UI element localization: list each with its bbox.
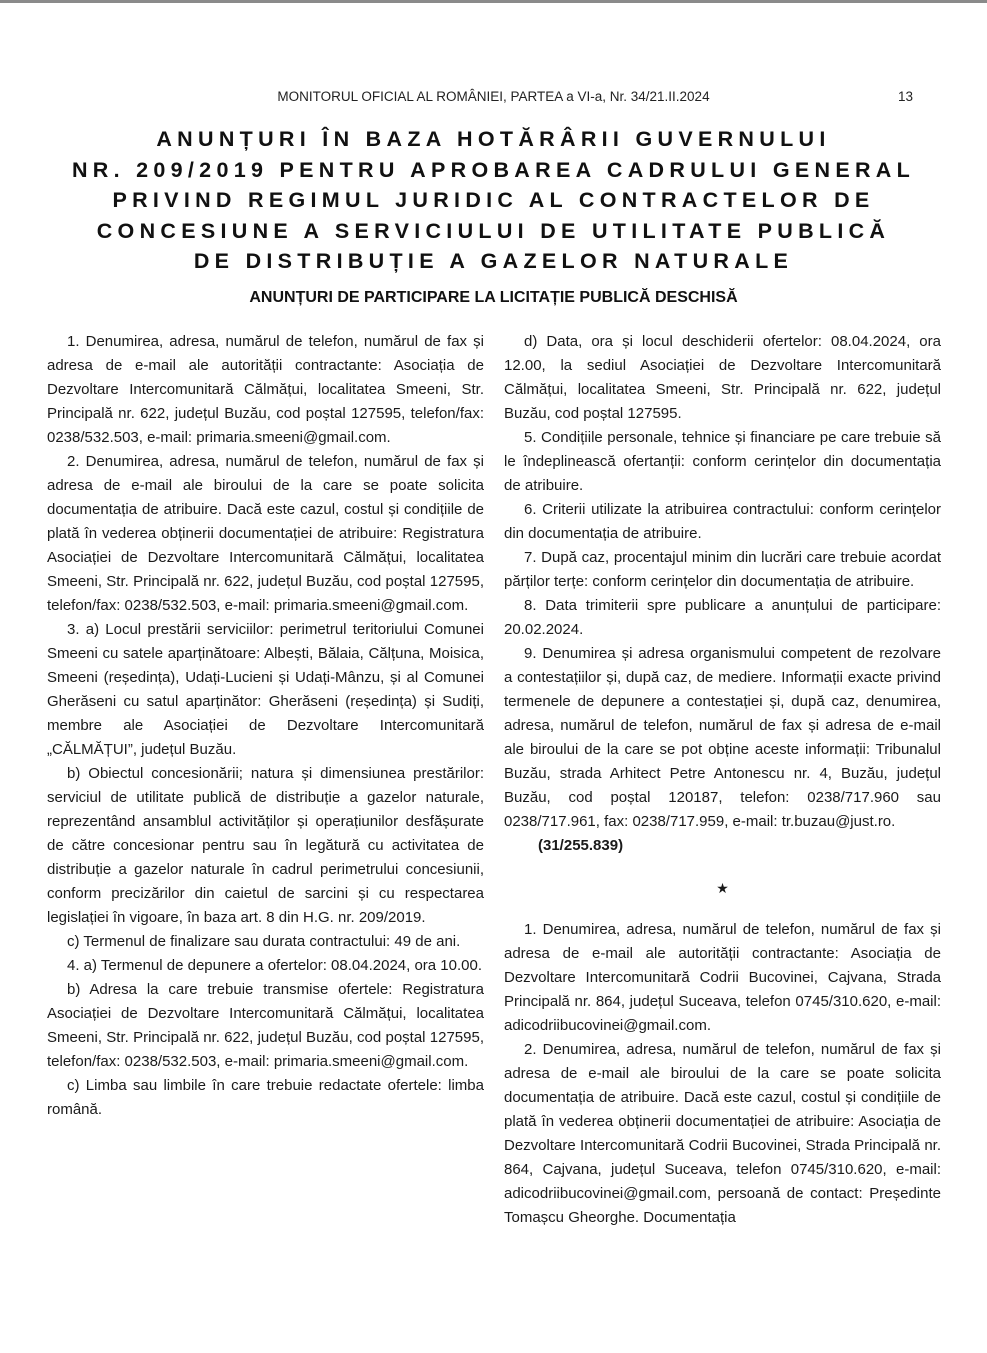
- paragraph: 5. Condițiile personale, tehnice și financiare pe care trebuie să le îndeplinească ofertanții: conform cerințelor din documentația de atribuire.: [504, 429, 941, 494]
- paragraph: 4. a) Termenul de depunere a ofertelor: 08.04.2024, ora 10.00.: [67, 957, 483, 974]
- paragraph: c) Termenul de finalizare sau durata contractului: 49 de ani.: [67, 933, 461, 950]
- paragraph: b) Obiectul concesionării; natura și dimensiunea prestărilor: serviciul de utilitate publică de distribuție a gazelor naturale, reprezentând ansamblul activităților și operațiunilor desfășurate de către concesionar pentru sau în legătură cu activitatea de distribuție a gazelor naturale în cadrul perimetrului concesiunii, conform precizărilor din caietul de sarcini și cu respectarea legislației în vigoare, în baza art. 8 din H.G. nr. 209/2019.: [47, 765, 484, 926]
- star-separator-icon: ★: [716, 880, 729, 896]
- publication-title: MONITORUL OFICIAL AL ROMÂNIEI, PARTEA a VI-a, Nr. 34/21.II.2024: [277, 89, 710, 104]
- paragraph: 1. Denumirea, adresa, numărul de telefon, numărul de fax și adresa de e-mail ale autorității contractante: Asociația de Dezvoltare Intercomunitară Călmățui, localitatea Smeeni, Str. Principală nr. 622, județul Buzău, cod poștal 127595, telefon/fax: 0238/532.503, e-mail: primaria.smeeni@gmail.com.: [47, 333, 484, 446]
- paragraph: 8. Data trimiterii spre publicare a anunțului de participare: 20.02.2024.: [504, 597, 941, 638]
- paragraph: 2. Denumirea, adresa, numărul de telefon, numărul de fax și adresa de e-mail ale biroului de la care se poate solicita documentația de atribuire. Dacă este cazul, costul și condițiile de plată în vederea obținerii documentației de atribuire: Asociația de Dezvoltare Intercomunitară Codrii Bucovinei, Strada Principală nr. 864, Cajvana, județul Suceava, telefon 0745/310.620, e-mail: adicodriibucovinei@gmail.com, persoană de contact: Președinte Tomașcu Gheorghe. Documentația: [504, 1041, 941, 1226]
- section-title-line: ANUNȚURI ÎN BAZA HOTĂRÂRII GUVERNULUI: [156, 127, 831, 151]
- section-title-line: PRIVIND REGIMUL JURIDIC AL CONTRACTELOR DE: [112, 188, 875, 212]
- section-title-line: CONCESIUNE A SERVICIULUI DE UTILITATE PUBLICĂ: [96, 218, 891, 243]
- paragraph: 6. Criterii utilizate la atribuirea contractului: conform cerințelor din documentația de atribuire.: [504, 501, 941, 542]
- paragraph: 3. a) Locul prestării serviciilor: perimetrul teritoriului Comunei Smeeni cu satele aparținătoare: Albești, Bălaia, Călțuna, Moisica, Smeeni (reședința), Udați-Lucieni și Udați-Mânzu, și al Comunei Gherăseni cu satul aparținător: Gherăseni (reședința) și Sudiți, membre ale Asociației de Dezvoltare Intercomunitară „CĂLMĂȚUI”, județul Buzău.: [47, 621, 484, 758]
- page-number: 13: [898, 89, 914, 104]
- paragraph: b) Adresa la care trebuie transmise ofertele: Registratura Asociației de Dezvoltare Intercomunitară Călmățui, localitatea Smeeni, Str. Principală nr. 622, județul Buzău, cod poștal 127595, telefon/fax: 0238/532.503, e-mail: primaria.smeeni@gmail.com.: [47, 981, 484, 1070]
- paragraph: d) Data, ora și locul deschiderii ofertelor: 08.04.2024, ora 12.00, la sediul Asociației de Dezvoltare Intercomunitară Călmățui, localitatea Smeeni, Str. Principală nr. 622, județul Buzău, cod poștal 127595.: [504, 333, 941, 422]
- section-title: [30, 124, 957, 277]
- left-column: [47, 330, 484, 1122]
- subsection-title: ANUNȚURI DE PARTICIPARE LA LICITAȚIE PUBLICĂ DESCHISĂ: [249, 289, 738, 306]
- paragraph: 2. Denumirea, adresa, numărul de telefon, numărul de fax și adresa de e-mail ale biroului de la care se poate solicita documentația de atribuire. Dacă este cazul, costul și condițiile de plată în vederea obținerii documentației de atribuire: Registratura Asociației de Dezvoltare Intercomunitară Călmățui, localitatea Smeeni, Str. Principală nr. 622, județul Buzău, cod poștal 127595, telefon/fax: 0238/532.503, e-mail: primaria.smeeni@gmail.com.: [47, 453, 484, 614]
- section-title-line: NR. 209/2019 PENTRU APROBAREA CADRULUI GENERAL: [71, 157, 916, 182]
- top-border: [0, 0, 987, 3]
- running-header: [0, 89, 987, 109]
- paragraph: 1. Denumirea, adresa, numărul de telefon, numărul de fax și adresa de e-mail ale autorității contractante: Asociația de Dezvoltare Intercomunitară Codrii Bucovinei, Cajvana, Strada Principală nr. 864, județul Suceava, telefon 0745/310.620, e-mail: adicodriibucovinei@gmail.com.: [504, 921, 941, 1034]
- paragraph: 9. Denumirea și adresa organismului competent de rezolvare a contestațiilor și, după caz, de mediere. Informații exacte privind termenele de depunere a contestației și, după caz, denumirea, adresa, numărul de telefon, numărul de fax și adresa de e-mail ale biroului de la care se pot obține aceste informații: Tribunalul Buzău, strada Arhitect Petre Antonescu nr. 4, Buzău, județul Buzău, cod poștal 120187, telefon: 0238/717.960 sau 0238/717.961, fax: 0238/717.959, e-mail: tr.buzau@just.ro.: [504, 645, 941, 830]
- paragraph: c) Limba sau limbile în care trebuie redactate ofertele: limba română.: [47, 1077, 484, 1118]
- paragraph: 7. După caz, procentajul minim din lucrări care trebuie acordat părților terțe: conform cerințelor din documentația de atribuire.: [504, 549, 941, 590]
- announcement-reference: (31/255.839): [538, 837, 624, 854]
- right-column: [504, 330, 941, 1230]
- section-title-line: DE DISTRIBUȚIE A GAZELOR NATURALE: [193, 249, 794, 273]
